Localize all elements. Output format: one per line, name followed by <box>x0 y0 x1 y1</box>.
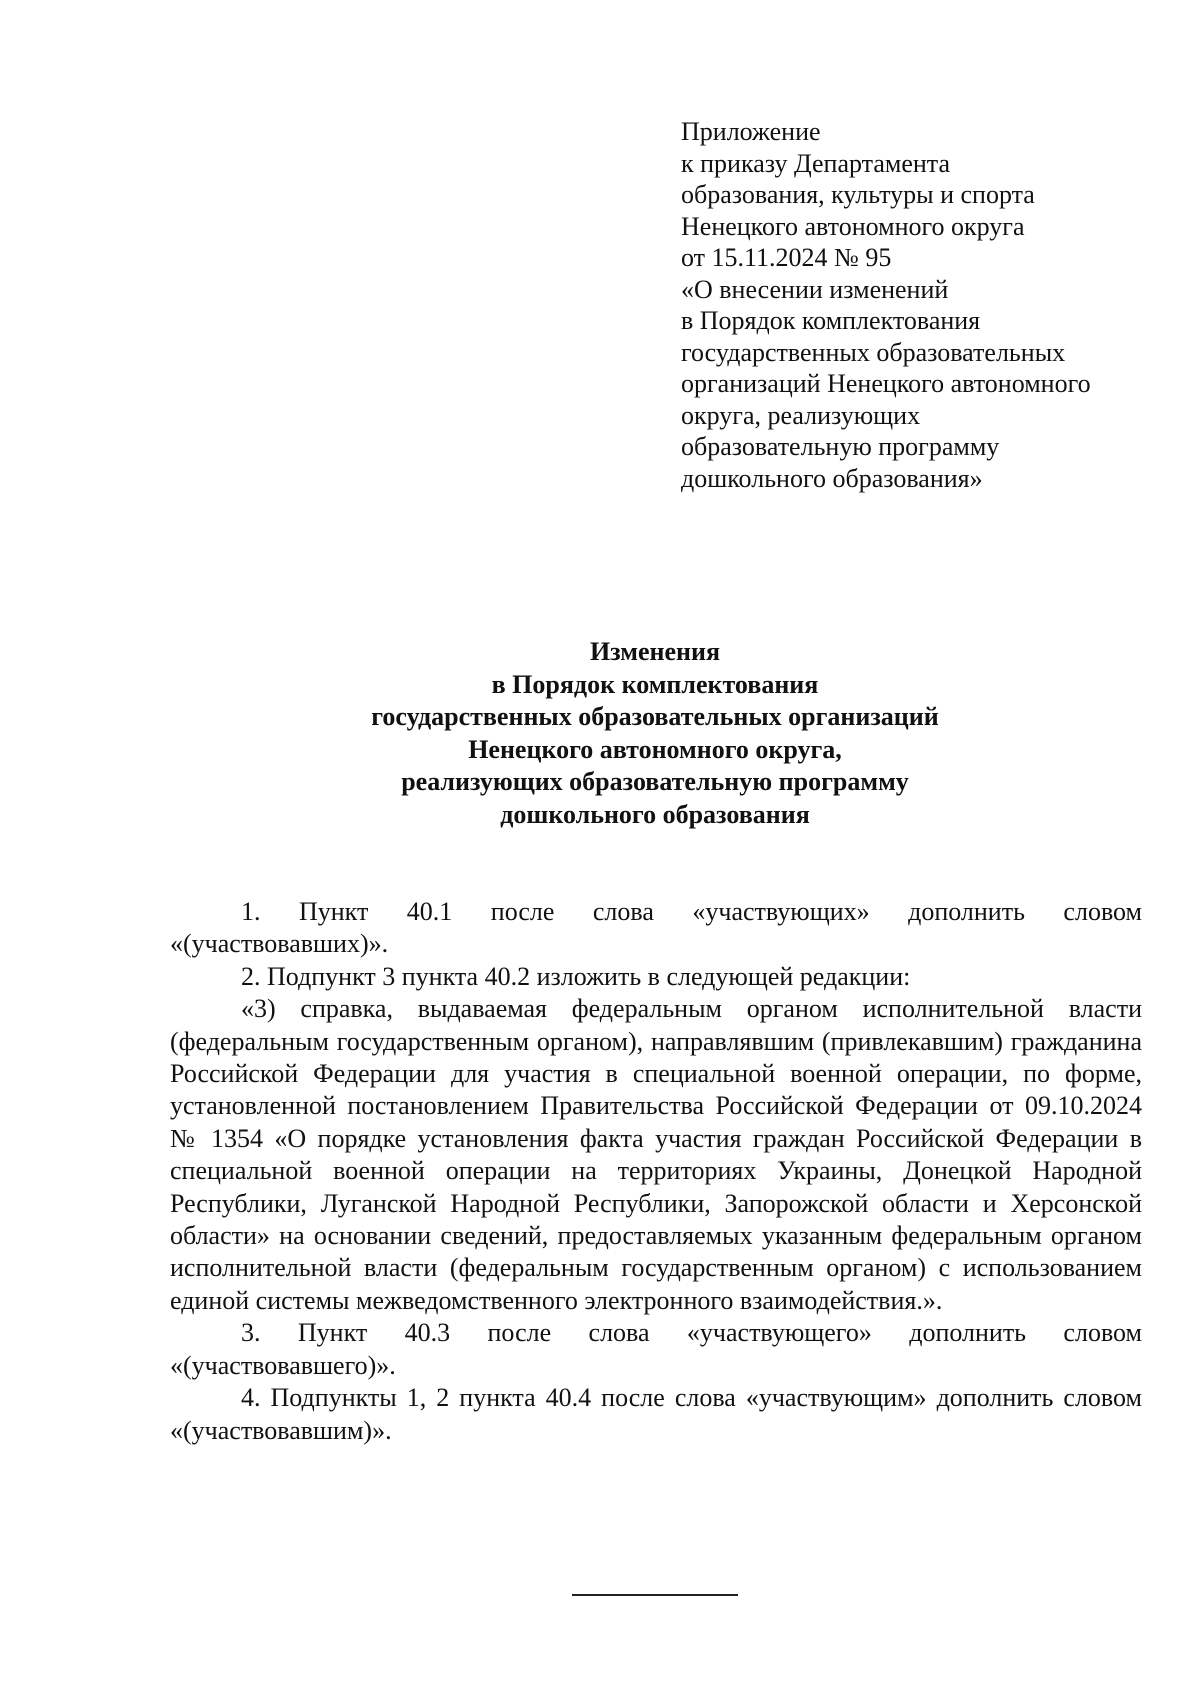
body-paragraph-2: 2. Подпункт 3 пункта 40.2 изложить в следующей редакции: <box>241 961 911 991</box>
appendix-line: Ненецкого автономного округа <box>681 211 1025 241</box>
appendix-line: к приказу Департамента <box>681 148 951 178</box>
appendix-line: дошкольного образования» <box>681 463 983 493</box>
title-line: Изменения <box>589 637 721 666</box>
title-line: Ненецкого автономного округа, <box>468 734 842 764</box>
appendix-line: государственных образовательных <box>681 337 1066 367</box>
appendix-line: Приложение <box>681 117 821 146</box>
title-line: в Порядок комплектования <box>491 669 819 699</box>
appendix-line: от 15.11.2024 № 95 <box>681 243 892 272</box>
appendix-line: «О внесении изменений <box>681 274 949 304</box>
body-paragraph-4: 3. Пункт 40.3 после слова «участвующего» дополнить словом «(участвовавшего)». <box>170 1318 1142 1380</box>
title-line: реализующих образовательную программу <box>401 767 909 796</box>
appendix-block <box>681 116 1161 494</box>
body-paragraph-3: «3) справка, выдаваемая федеральным органом исполнительной власти (федеральным государственным органом), направлявшим (привлекавшим) гражданина Российской Федерации для участия в специальной военной операции, по форме, установленной постановлением Правительства Российской Федерации от 09.10.2024 № 1354 «О порядке установления факта участия граждан Российской Федерации в специальной военной операции на территориях Украины, Донецкой Народной Республики, Луганской Народной Республики, Запорожской области и Херсонской области» на основании сведений, предоставляемых указанным федеральным органом исполнительной власти (федеральным государственным органом) с использованием единой системы межведомственного электронного взаимодействия.». <box>170 994 1142 1315</box>
document-title <box>140 636 1170 831</box>
appendix-line: образовательную программу <box>681 432 1000 461</box>
appendix-line: организаций Ненецкого автономного <box>681 369 1091 398</box>
end-divider <box>572 1594 738 1596</box>
body-paragraph-5: 4. Подпункты 1, 2 пункта 40.4 после слова «участвующим» дополнить словом «(участвовавшим)». <box>170 1383 1142 1445</box>
appendix-line: округа, реализующих <box>681 400 921 430</box>
document-body <box>170 896 1142 1447</box>
body-paragraph-1: 1. Пункт 40.1 после слова «участвующих» дополнить словом «(участвовавших)». <box>170 897 1142 959</box>
appendix-line: образования, культуры и спорта <box>681 180 1035 209</box>
title-line: дошкольного образования <box>500 799 810 829</box>
title-line: государственных образовательных организаций <box>371 702 939 731</box>
appendix-line: в Порядок комплектования <box>681 306 981 335</box>
